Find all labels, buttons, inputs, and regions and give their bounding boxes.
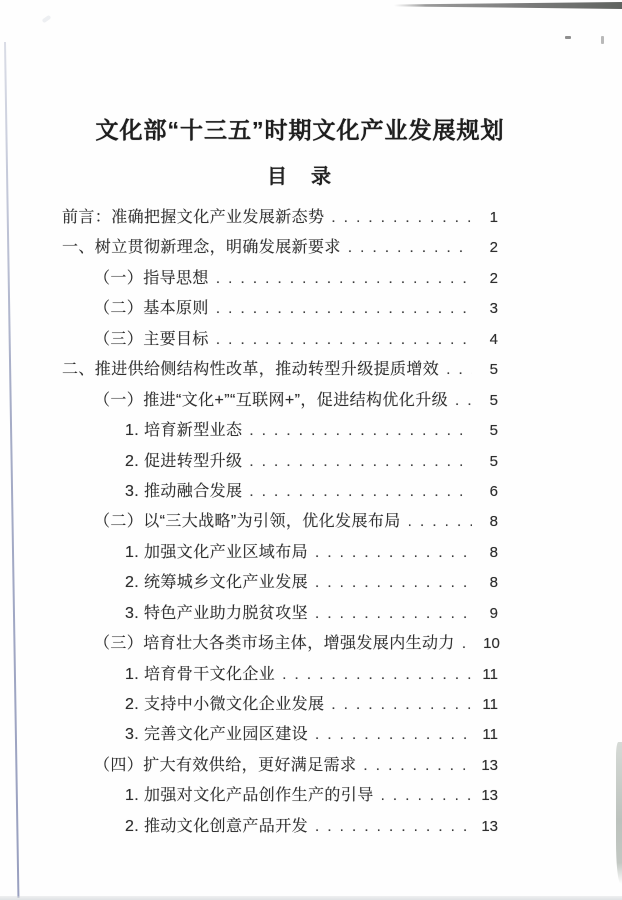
toc-entry-label: （三）培育壮大各类市场主体，增强发展内生动力 [94, 635, 455, 653]
toc-entry-label: 前言：准确把握文化产业发展新态势 [62, 209, 325, 226]
toc-entry-page: 9 [489, 604, 498, 622]
toc-row [62, 660, 498, 690]
toc-dot-leader [249, 416, 472, 446]
toc-entry-page: 11 [482, 665, 498, 683]
toc-entry-label: 2. 推动文化创意产品开发 [125, 817, 308, 835]
scan-artifact-speck [601, 36, 604, 44]
toc-dot-leader [363, 751, 472, 781]
toc-entry-label: 2. 促进转型升级 [125, 452, 243, 470]
toc-entry-label: （四）扩大有效供给，更好满足需求 [94, 756, 357, 774]
toc-dot-leader [446, 355, 472, 385]
toc-row [62, 599, 498, 629]
toc-row [62, 264, 498, 294]
toc-entry-label: 二、推进供给侧结构性改革，推动转型升级提质增效 [62, 361, 440, 379]
toc-dot-leader [216, 294, 472, 324]
toc-row [62, 325, 498, 355]
toc-entry-page: 2 [489, 269, 498, 287]
toc-entry-label: （三）主要目标 [94, 330, 209, 348]
toc-entry-page: 5 [489, 361, 498, 379]
scan-artifact-topleft-mark [42, 15, 52, 23]
toc-entry-page: 11 [482, 726, 498, 744]
toc-entry-label: （一）指导思想 [94, 269, 209, 287]
toc-row [62, 355, 498, 385]
toc-row [62, 751, 498, 781]
toc-entry-page: 8 [489, 543, 498, 561]
toc-entry-page: 13 [481, 817, 498, 835]
toc-entry-page: 13 [481, 787, 498, 805]
toc-entry-page: 1 [489, 209, 498, 226]
toc-entry-page: 4 [489, 330, 498, 348]
toc-entry-label: 3. 推动融合发展 [125, 482, 243, 500]
toc-dot-leader [408, 507, 472, 537]
document-title: 文化部“十三五”时期文化产业发展规划 [95, 117, 505, 143]
toc-entry-page: 2 [489, 239, 498, 257]
toc-row [62, 386, 498, 416]
toc-entry-label: 2. 统筹城乡文化产业发展 [125, 574, 308, 592]
scan-artifact-speck [565, 36, 571, 39]
toc-entry-page: 5 [489, 452, 498, 470]
toc-entry-label: （二）以“三大战略”为引领，优化发展布局 [94, 513, 401, 531]
toc-heading: 目 录 [267, 166, 333, 188]
toc-row [62, 203, 498, 233]
toc-row [62, 720, 498, 750]
toc-row [62, 416, 498, 446]
toc-entry-page: 8 [489, 574, 498, 592]
toc-entry-label: （二）基本原则 [94, 300, 209, 318]
toc-row [62, 294, 498, 324]
toc-row [62, 690, 498, 720]
toc-entry-page: 11 [482, 696, 498, 713]
toc-dot-leader [249, 477, 472, 507]
toc-entry-label: 1. 加强对文化产品创作生产的引导 [125, 787, 374, 805]
toc-entry-label: 3. 完善文化产业园区建设 [125, 726, 308, 744]
toc-row [62, 568, 498, 598]
toc-dot-leader [315, 812, 472, 842]
toc-dot-leader [315, 538, 472, 568]
toc-row [62, 507, 498, 537]
toc-row [62, 447, 498, 477]
toc-dot-leader [216, 325, 472, 355]
toc-row [62, 538, 498, 568]
toc-entry-page: 8 [489, 513, 498, 531]
scan-artifact-bottom-strip [0, 896, 622, 900]
toc-entry-page: 5 [489, 422, 498, 440]
toc-dot-leader [462, 629, 474, 659]
toc-dot-leader [455, 386, 472, 416]
toc-entry-label: 1. 培育骨干文化企业 [125, 665, 276, 683]
toc-dot-leader [331, 203, 472, 233]
toc-dot-leader [315, 568, 472, 598]
toc-dot-leader [348, 233, 472, 263]
toc-entry-page: 3 [489, 300, 498, 318]
scan-artifact-right-blob [616, 742, 622, 884]
toc-row [62, 477, 498, 507]
toc-entry-page: 6 [489, 482, 498, 500]
toc-dot-leader [381, 781, 472, 811]
toc-entry-page: 10 [483, 635, 500, 653]
toc-entry-label: 3. 特色产业助力脱贫攻坚 [125, 604, 308, 622]
toc-row [62, 233, 498, 263]
toc-dot-leader [249, 447, 472, 477]
toc-entry-page: 13 [481, 756, 498, 774]
toc-list [62, 203, 498, 842]
toc-entry-label: （一）推进“文化+”“互联网+”，促进结构优化升级 [94, 391, 449, 409]
toc-entry-label: 1. 培育新型业态 [125, 422, 243, 440]
toc-entry-label: 2. 支持中小微文化企业发展 [125, 696, 325, 713]
toc-dot-leader [315, 599, 472, 629]
toc-row [62, 781, 498, 811]
toc-dot-leader [315, 720, 472, 750]
toc-entry-page: 5 [489, 391, 498, 409]
toc-entry-label: 1. 加强文化产业区域布局 [125, 543, 308, 561]
toc-entry-label: 一、树立贯彻新理念，明确发展新要求 [62, 239, 341, 257]
toc-row [62, 629, 498, 659]
toc-dot-leader [216, 264, 472, 294]
toc-dot-leader [282, 660, 472, 690]
scan-artifact-top-edge-line [394, 2, 622, 9]
toc-row [62, 812, 498, 842]
toc-dot-leader [331, 690, 472, 720]
